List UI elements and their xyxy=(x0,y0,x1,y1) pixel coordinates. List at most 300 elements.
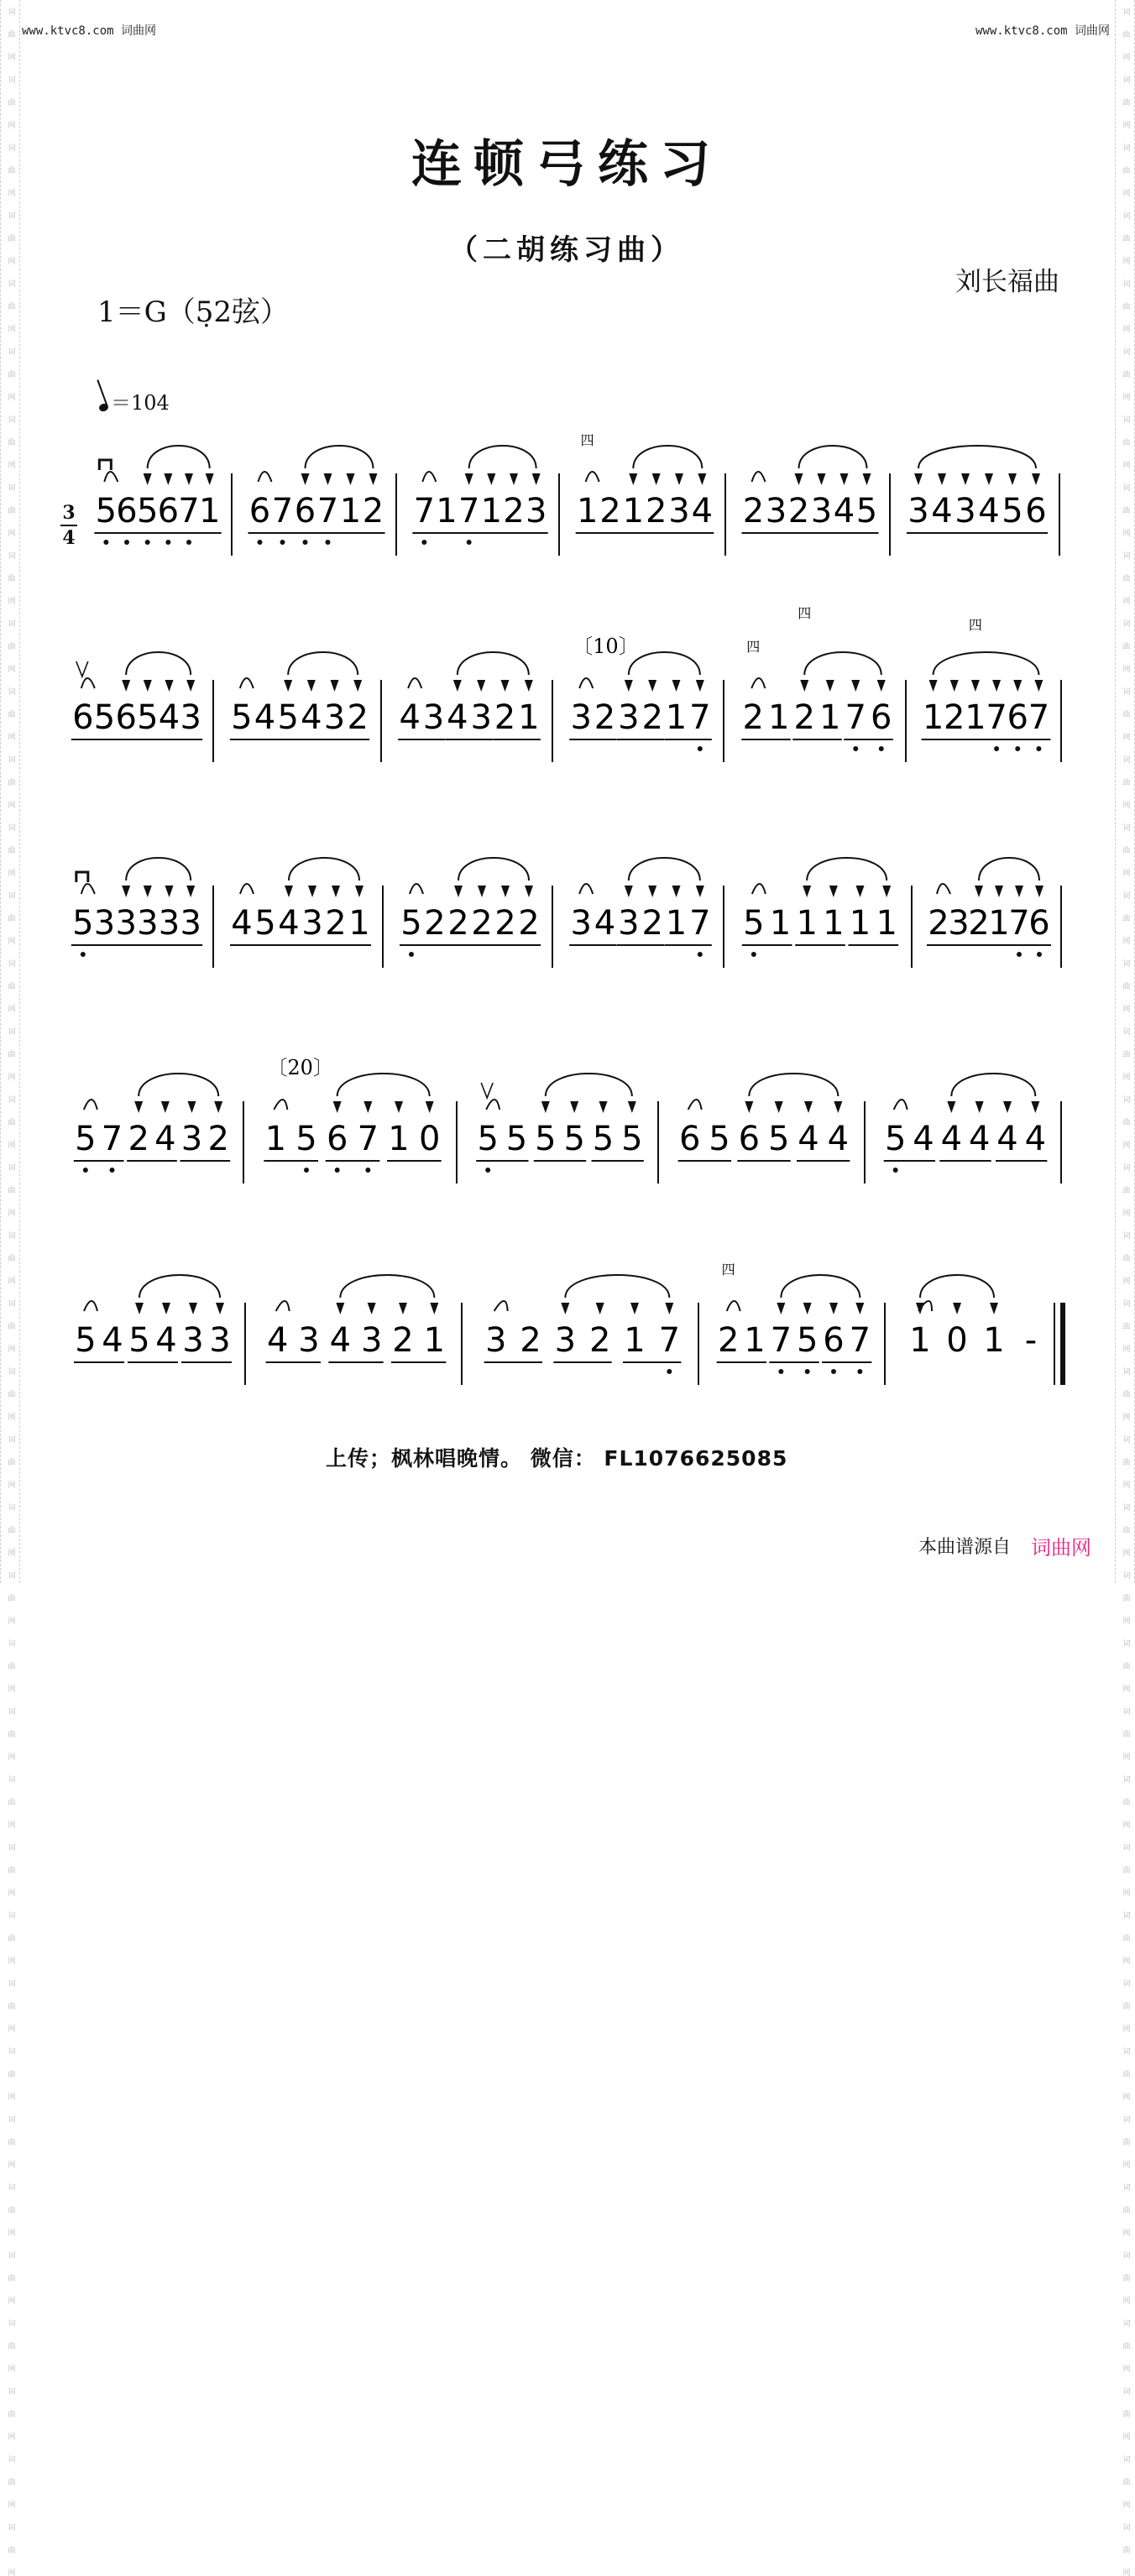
note: 4 xyxy=(1024,1120,1047,1158)
watermark-char: 词 xyxy=(1121,8,1130,15)
staccato-wedge xyxy=(672,680,681,692)
note: 5 xyxy=(277,698,299,737)
low-octave-dot xyxy=(778,1369,783,1374)
low-octave-dot xyxy=(124,540,129,545)
watermark-char: 词 xyxy=(6,1435,15,1443)
watermark-char: 网 xyxy=(1121,1277,1130,1284)
low-octave-dot xyxy=(805,1369,810,1374)
note: 3 xyxy=(180,1120,203,1158)
staccato-wedge xyxy=(1015,886,1023,897)
slur-arc xyxy=(84,1100,97,1110)
watermark-char: 曲 xyxy=(6,1322,15,1330)
watermark-char: 词 xyxy=(6,8,15,15)
staccato-wedge xyxy=(826,680,834,692)
watermark-char: 词 xyxy=(6,2047,15,2055)
watermark-char: 曲 xyxy=(1121,778,1130,786)
watermark-char: 网 xyxy=(6,1549,15,1556)
watermark-char: 网 xyxy=(6,2025,15,2032)
watermark-char: 曲 xyxy=(6,1662,15,1669)
staccato-wedge xyxy=(144,473,152,485)
watermark-char: 网 xyxy=(6,1753,15,1760)
staccato-wedge xyxy=(501,886,510,897)
watermark-char: 词 xyxy=(6,823,15,831)
note: 5 xyxy=(505,1120,528,1158)
note: 1 xyxy=(769,904,792,943)
note: 4 xyxy=(798,1120,819,1158)
slur-arc xyxy=(937,884,950,894)
watermark-char: 词 xyxy=(6,1571,15,1579)
note: 1 xyxy=(909,1321,931,1360)
staccato-wedge xyxy=(698,473,706,485)
note: 4 xyxy=(329,1321,352,1360)
note: 5 xyxy=(621,1120,643,1158)
watermark-char: 网 xyxy=(6,1345,15,1352)
note: 2 xyxy=(787,492,810,530)
slur-arc xyxy=(240,884,254,894)
low-octave-dot xyxy=(467,540,472,545)
watermark-char: 曲 xyxy=(1121,846,1130,854)
watermark-char: 词 xyxy=(6,1911,15,1919)
note: 1 xyxy=(744,1321,766,1360)
staccato-wedge xyxy=(324,473,332,485)
staccato-wedge xyxy=(990,1303,998,1314)
watermark-char: 词 xyxy=(6,144,15,151)
staccato-wedge xyxy=(570,1101,578,1113)
watermark-char: 曲 xyxy=(1121,1866,1130,1873)
note: 7 xyxy=(458,492,480,530)
staccato-wedge xyxy=(134,1101,143,1113)
watermark-char: 网 xyxy=(1121,257,1130,264)
watermark-char: 网 xyxy=(1121,2296,1130,2304)
phrase-slur xyxy=(337,1074,430,1096)
note: 5 xyxy=(884,1120,907,1158)
staccato-wedge xyxy=(399,1303,407,1314)
note: 3 xyxy=(323,698,346,737)
note: 6 xyxy=(248,492,271,530)
uploader-credit: 上传；枫林唱晚情。 微信： FL1076625085 xyxy=(326,1446,788,1471)
note: 2 xyxy=(520,1321,541,1360)
note: 3 xyxy=(93,904,116,943)
watermark-char: 曲 xyxy=(1121,710,1130,718)
slur-arc xyxy=(259,472,272,482)
phrase-slur xyxy=(749,1074,838,1096)
note: 3 xyxy=(484,1321,507,1360)
note: 1 xyxy=(796,904,818,943)
note: 1 xyxy=(983,1321,1005,1360)
watermark-char: 词 xyxy=(6,1299,15,1307)
note: 2 xyxy=(392,1321,414,1360)
watermark-char: 曲 xyxy=(6,846,15,854)
watermark-char: 词 xyxy=(1121,823,1130,831)
watermark-char: 词 xyxy=(6,1843,15,1851)
note: 3 xyxy=(810,492,833,530)
watermark-char: 词 xyxy=(6,755,15,763)
note: 6 xyxy=(115,698,137,737)
watermark-char: 网 xyxy=(1121,1617,1130,1624)
note: 1 xyxy=(388,1120,410,1158)
low-octave-dot xyxy=(303,540,308,545)
note: 7 xyxy=(1028,698,1050,737)
watermark-char: 网 xyxy=(6,121,15,128)
staccato-wedge xyxy=(855,1303,864,1314)
watermark-char: 曲 xyxy=(6,914,15,922)
watermark-char: 网 xyxy=(1121,2093,1130,2100)
staccato-wedge xyxy=(985,473,993,485)
watermark-char: 词 xyxy=(6,1163,15,1171)
note: 5 xyxy=(1002,492,1023,530)
watermark-char: 词 xyxy=(6,483,15,491)
low-octave-dot xyxy=(485,1168,490,1173)
watermark-char: 曲 xyxy=(6,1186,15,1194)
watermark-char: 词 xyxy=(6,212,15,219)
up-bow-icon xyxy=(76,661,88,677)
watermark-char: 曲 xyxy=(1121,1730,1130,1737)
position-mark: 四 xyxy=(580,432,594,448)
note: 5 xyxy=(400,904,422,943)
note: 4 xyxy=(301,698,322,737)
note: 3 xyxy=(158,904,180,943)
note: 5 xyxy=(231,698,253,737)
note: 7 xyxy=(849,1321,871,1360)
staccato-wedge xyxy=(144,886,152,897)
phrase-slur xyxy=(148,446,210,468)
note: 2 xyxy=(128,1120,149,1158)
staccato-wedge xyxy=(333,1101,342,1113)
note: 1 xyxy=(423,1321,446,1360)
note: 1 xyxy=(768,698,790,737)
watermark-char: 网 xyxy=(1121,869,1130,876)
watermark-char: 词 xyxy=(1121,1911,1130,1919)
watermark-char: 曲 xyxy=(1121,2002,1130,2009)
note: 7 xyxy=(357,1120,379,1158)
watermark-char: 网 xyxy=(1121,2025,1130,2032)
note: 5 xyxy=(75,1120,97,1158)
note: 4 xyxy=(931,492,953,530)
staccato-wedge xyxy=(696,886,704,897)
watermark-char: 曲 xyxy=(1121,1050,1130,1058)
watermark-char: 曲 xyxy=(1121,2274,1130,2281)
watermark-char: 曲 xyxy=(6,302,15,310)
staccato-wedge xyxy=(628,1101,636,1113)
site-link-left[interactable]: www.ktvc8.com 词曲网 xyxy=(22,24,157,38)
staccato-wedge xyxy=(188,1101,196,1113)
note: 1 xyxy=(480,492,503,530)
watermark-char: 网 xyxy=(6,325,15,332)
slur-arc xyxy=(410,884,423,894)
slur-arc xyxy=(688,1100,702,1110)
watermark-char: 网 xyxy=(6,1481,15,1488)
watermark-char: 曲 xyxy=(6,234,15,242)
staccato-wedge xyxy=(186,886,195,897)
brand-link[interactable]: 词曲网 xyxy=(1031,1536,1091,1560)
watermark-char: 网 xyxy=(6,937,15,944)
time-signature-top: 3 xyxy=(62,502,76,524)
note: 1 xyxy=(622,492,645,530)
measure-number: 〔10〕 xyxy=(573,635,639,658)
low-octave-dot xyxy=(280,540,285,545)
staccato-wedge xyxy=(856,886,865,897)
watermark-char: 网 xyxy=(6,801,15,808)
staccato-wedge xyxy=(347,473,355,485)
staccato-wedge xyxy=(453,680,462,692)
watermark-char: 曲 xyxy=(1121,982,1130,990)
phrase-slur xyxy=(934,652,1039,675)
staccato-wedge xyxy=(426,1101,434,1113)
watermark-char: 网 xyxy=(1121,189,1130,196)
note: 1 xyxy=(665,904,688,943)
watermark-char: 曲 xyxy=(1121,166,1130,174)
staccato-wedge xyxy=(630,1303,639,1314)
watermark-char: 曲 xyxy=(6,1798,15,1805)
measure-number: 〔20〕 xyxy=(267,1056,333,1079)
note: 5 xyxy=(592,1120,615,1158)
phrase-slur xyxy=(126,652,191,675)
staccato-wedge xyxy=(284,680,292,692)
staccato-wedge xyxy=(368,1303,376,1314)
watermark-char: 词 xyxy=(6,2523,15,2531)
watermark-char: 词 xyxy=(6,1367,15,1375)
watermark-char: 网 xyxy=(1121,325,1130,332)
staccato-wedge xyxy=(214,1101,222,1113)
note: 4 xyxy=(833,492,855,530)
note: 6 xyxy=(1025,492,1047,530)
phrase-slur xyxy=(289,858,359,880)
note: 1 xyxy=(436,492,458,530)
staccato-wedge xyxy=(795,473,803,485)
note: 1 xyxy=(198,492,221,530)
watermark-char: 词 xyxy=(1121,483,1130,491)
staccato-wedge xyxy=(672,886,681,897)
watermark-char: 网 xyxy=(1121,1209,1130,1216)
watermark-char: 曲 xyxy=(6,2070,15,2077)
staccato-wedge xyxy=(652,473,661,485)
phrase-slur xyxy=(951,1074,1035,1096)
low-octave-dot xyxy=(335,1168,340,1173)
watermark-char: 网 xyxy=(6,2364,15,2372)
staccato-wedge xyxy=(863,473,871,485)
watermark-char: 网 xyxy=(6,1005,15,1012)
watermark-char: 曲 xyxy=(1121,234,1130,242)
watermark-char: 曲 xyxy=(6,778,15,786)
low-octave-dot xyxy=(667,1369,672,1374)
watermark-char: 词 xyxy=(1121,2183,1130,2191)
note: 5 xyxy=(128,1321,150,1360)
watermark-char: 词 xyxy=(6,1231,15,1239)
time-signature-bottom: 4 xyxy=(62,527,76,549)
watermark-char: 曲 xyxy=(1121,98,1130,106)
watermark-char: 词 xyxy=(1121,1231,1130,1239)
watermark-char: 词 xyxy=(1121,1367,1130,1375)
note: 7 xyxy=(1008,904,1030,943)
phrase-slur xyxy=(918,446,1036,468)
watermark-char: 词 xyxy=(1121,2523,1130,2531)
staccato-wedge xyxy=(953,1303,961,1314)
note: 5 xyxy=(796,1321,819,1360)
note: 6 xyxy=(1028,904,1050,943)
watermark-char: 词 xyxy=(6,415,15,423)
note: 6 xyxy=(326,1120,348,1158)
watermark-char: 词 xyxy=(6,2251,15,2259)
note: 2 xyxy=(793,698,815,737)
watermark-char: 网 xyxy=(6,2093,15,2100)
low-octave-dot xyxy=(879,746,884,751)
note: 3 xyxy=(422,698,445,737)
watermark-char: 网 xyxy=(1121,2229,1130,2236)
staccato-wedge xyxy=(164,473,172,485)
watermark-char: 词 xyxy=(1121,2455,1130,2463)
page-subtitle: （二胡练习曲） xyxy=(449,233,684,267)
staccato-wedge xyxy=(596,1303,604,1314)
watermark-char: 网 xyxy=(6,529,15,536)
watermark-char: 网 xyxy=(1121,1753,1130,1760)
watermark-char: 曲 xyxy=(6,642,15,650)
note: 4 xyxy=(278,904,300,943)
note: 7 xyxy=(271,492,294,530)
watermark-char: 曲 xyxy=(1121,2546,1130,2553)
staccato-wedge xyxy=(525,886,533,897)
watermark-char: 曲 xyxy=(1121,1186,1130,1194)
note: 3 xyxy=(618,698,640,737)
watermark-char: 曲 xyxy=(6,2478,15,2485)
staccato-wedge xyxy=(510,473,518,485)
note: 4 xyxy=(447,698,468,737)
staccato-wedge xyxy=(992,680,1001,692)
note: 2 xyxy=(944,698,965,737)
staccato-wedge xyxy=(122,680,130,692)
phrase-slur xyxy=(979,858,1039,880)
note: 2 xyxy=(641,904,663,943)
phrase-slur xyxy=(126,858,191,880)
staccato-wedge xyxy=(800,680,808,692)
note: 3 xyxy=(955,492,976,530)
note: 5 xyxy=(93,698,116,737)
slur-arc xyxy=(494,1301,508,1311)
staccato-wedge xyxy=(882,886,891,897)
watermark-char: 网 xyxy=(1121,1141,1130,1148)
staccato-wedge xyxy=(206,473,214,485)
staccato-wedge xyxy=(478,886,486,897)
phrase-slur xyxy=(546,1074,632,1096)
watermark-char: 曲 xyxy=(1121,2138,1130,2145)
note: 2 xyxy=(928,904,949,943)
note: 0 xyxy=(418,1120,441,1158)
slur-arc xyxy=(276,1301,290,1311)
watermark-char: 曲 xyxy=(6,166,15,174)
staccato-wedge xyxy=(162,1303,170,1314)
watermark-char: 词 xyxy=(1121,1163,1130,1171)
note: 2 xyxy=(742,698,764,737)
watermark-char: 曲 xyxy=(1121,2070,1130,2077)
watermark-char: 网 xyxy=(1121,53,1130,60)
watermark-char: 曲 xyxy=(1121,574,1130,582)
position-mark: 四 xyxy=(746,639,761,655)
watermark-char: 词 xyxy=(1121,1979,1130,1987)
note: 5 xyxy=(254,904,276,943)
note: 5 xyxy=(477,1120,499,1158)
watermark-char: 网 xyxy=(1121,1821,1130,1828)
staccato-wedge xyxy=(938,473,946,485)
phrase-slur xyxy=(807,858,887,880)
phrase-slur xyxy=(633,446,702,468)
watermark-char: 曲 xyxy=(1121,2342,1130,2349)
note: 2 xyxy=(494,698,516,737)
watermark-char: 网 xyxy=(6,2432,15,2440)
site-link-right[interactable]: www.ktvc8.com 词曲网 xyxy=(975,24,1111,38)
note: 2 xyxy=(968,904,990,943)
source-label: 本曲谱源自 xyxy=(918,1537,1012,1558)
watermark-char: 词 xyxy=(6,1503,15,1511)
watermark-char: 词 xyxy=(1121,144,1130,151)
staccato-wedge xyxy=(877,680,886,692)
watermark-char: 词 xyxy=(6,1979,15,1987)
staccato-wedge xyxy=(369,473,378,485)
slur-arc xyxy=(894,1100,907,1110)
staccato-wedge xyxy=(1035,886,1043,897)
note: 4 xyxy=(594,904,616,943)
watermark-char: 网 xyxy=(6,461,15,468)
note: 5 xyxy=(743,904,765,943)
watermark-char: 词 xyxy=(6,551,15,559)
staccato-wedge xyxy=(144,680,152,692)
watermark-char: 词 xyxy=(6,1775,15,1783)
note: 4 xyxy=(231,904,253,943)
staccato-wedge xyxy=(430,1303,438,1314)
note: 2 xyxy=(471,904,493,943)
note: 2 xyxy=(641,698,663,737)
slur-arc xyxy=(81,678,95,688)
note: 2 xyxy=(494,904,516,943)
watermark-char: 曲 xyxy=(6,1050,15,1058)
low-octave-dot xyxy=(831,1369,836,1374)
watermark-char: 词 xyxy=(6,959,15,967)
note: 4 xyxy=(254,698,276,737)
note: 6 xyxy=(823,1321,845,1360)
note: 2 xyxy=(594,698,616,737)
watermark-char: 网 xyxy=(1121,1889,1130,1896)
staccato-wedge xyxy=(745,1101,753,1113)
note: 7 xyxy=(986,698,1007,737)
slur-arc xyxy=(727,1301,740,1311)
staccato-wedge xyxy=(629,473,637,485)
watermark-char: 曲 xyxy=(6,574,15,582)
watermark-char: 曲 xyxy=(1121,1118,1130,1126)
low-octave-dot xyxy=(103,540,108,545)
staccato-wedge xyxy=(364,1101,372,1113)
watermark-char: 词 xyxy=(6,619,15,627)
watermark-char: 词 xyxy=(1121,1707,1130,1715)
watermark-char: 曲 xyxy=(6,370,15,378)
watermark-char: 曲 xyxy=(1121,1254,1130,1262)
note: 4 xyxy=(827,1120,850,1158)
note: 4 xyxy=(691,492,714,530)
watermark-char: 曲 xyxy=(1121,642,1130,650)
watermark-char: 曲 xyxy=(6,1934,15,1941)
watermark-char: 词 xyxy=(1121,619,1130,627)
watermark-char: 网 xyxy=(1121,1345,1130,1352)
staccato-wedge xyxy=(975,1101,984,1113)
watermark-char: 曲 xyxy=(1121,914,1130,922)
note: 5 xyxy=(709,1120,730,1158)
staccato-wedge xyxy=(307,680,316,692)
watermark-char: 曲 xyxy=(1121,1390,1130,1398)
note: 6 xyxy=(738,1120,761,1158)
watermark-char: 网 xyxy=(6,1413,15,1420)
note: - xyxy=(1024,1321,1038,1360)
watermark-char: 词 xyxy=(1121,1299,1130,1307)
note: 4 xyxy=(940,1120,963,1158)
staccato-wedge xyxy=(829,1303,838,1314)
watermark-char: 网 xyxy=(1121,1957,1130,1964)
